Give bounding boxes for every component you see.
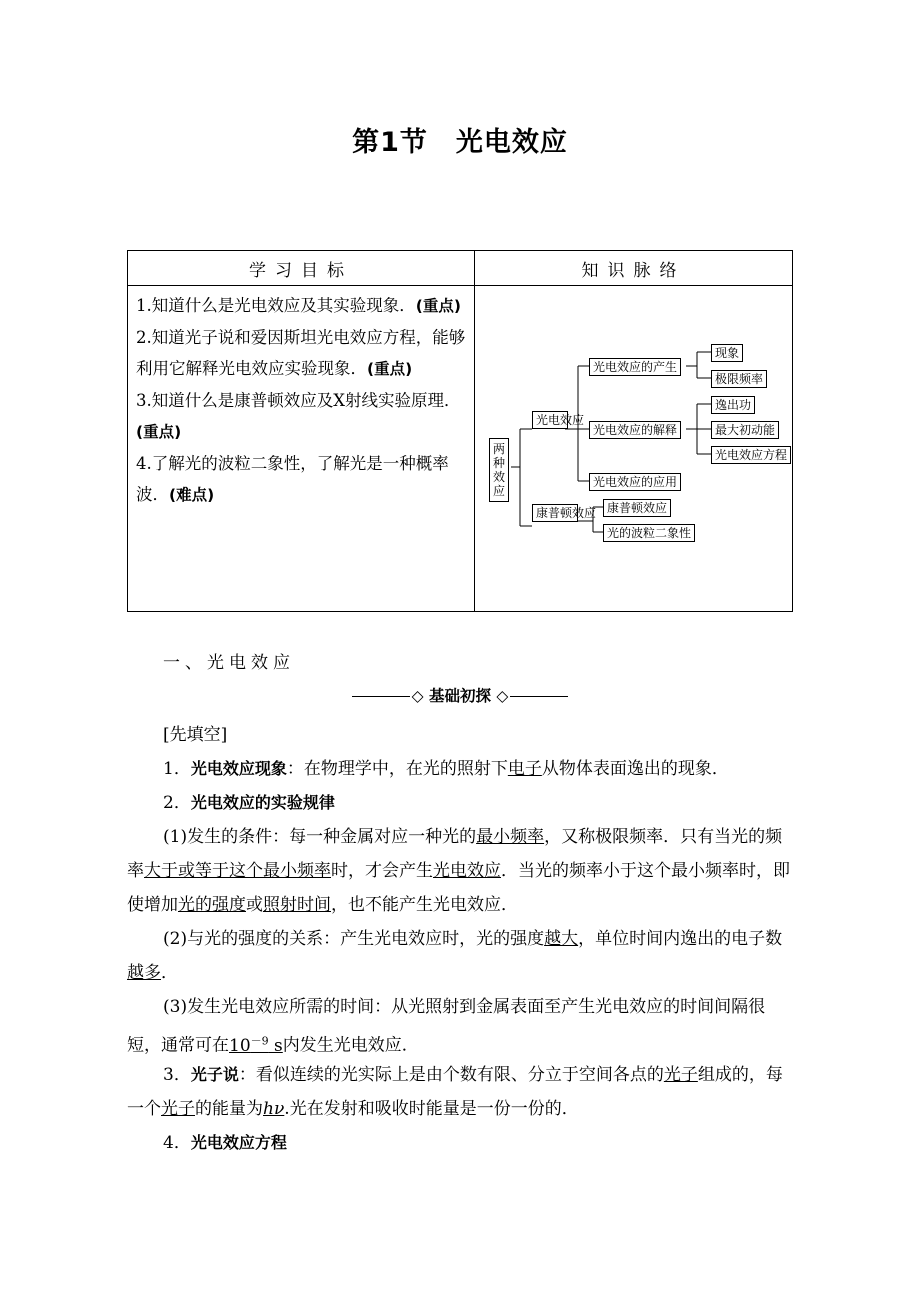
map-node-produce: 光电效应的产生 bbox=[589, 358, 681, 376]
item-1: 1．光电效应现象：在物理学中，在光的照射下电子从物体表面逸出的现象． bbox=[163, 759, 729, 779]
map-header: 知识脉络 bbox=[475, 251, 793, 286]
rule-1: (1)发生的条件：每一种金属对应一种光的最小频率，又称极限频率．只有当光的频率大于或等于这个最小频率时，才会产生光电效应．当光的频率小于这个最小频率时，即使增加光的强度或照射时间，也不能产生光电效应． bbox=[127, 827, 790, 915]
item-4: 4．光电效应方程 bbox=[163, 1133, 287, 1153]
objectives-table bbox=[127, 250, 793, 612]
banner-text: 基础初探 bbox=[428, 687, 491, 705]
goal-item: 4.了解光的波粒二象性，了解光是一种概率波．(难点) bbox=[136, 454, 449, 504]
map-node-phenomenon: 现象 bbox=[711, 344, 743, 362]
map-node-photo: 光电效应 bbox=[532, 411, 568, 429]
rule-3: (3)发生光电效应所需的时间：从光照射到金属表面至产生光电效应的时间间隔很短，通常可在$10^{-9}$ s内发生光电效应． bbox=[127, 997, 766, 1056]
map-node-max-ke: 最大初动能 bbox=[711, 421, 779, 439]
fill-label: [先填空] bbox=[163, 725, 228, 745]
goals-header: 学习目标 bbox=[128, 251, 475, 286]
goal-item: 3.知道什么是康普顿效应及X射线实验原理．(重点) bbox=[136, 391, 461, 441]
map-node-explain: 光电效应的解释 bbox=[589, 421, 681, 439]
map-node-duality: 光的波粒二象性 bbox=[603, 524, 695, 542]
page-title bbox=[0, 120, 920, 159]
map-node-root: 两种效应 bbox=[489, 438, 509, 502]
knowledge-map bbox=[475, 286, 793, 612]
map-node-limit-frequency: 极限频率 bbox=[711, 370, 767, 388]
item-2: 2．光电效应的实验规律 bbox=[163, 793, 335, 813]
map-node-compton: 康普顿效应 bbox=[532, 504, 578, 522]
goal-item: 2.知道光子说和爱因斯坦光电效应方程，能够利用它解释光电效应实验现象．(重点) bbox=[136, 328, 466, 378]
map-node-equation: 光电效应方程 bbox=[711, 446, 791, 464]
goals-cell bbox=[128, 286, 475, 612]
section-title: 光电效应 bbox=[455, 127, 568, 158]
map-node-work-function: 逸出功 bbox=[711, 396, 755, 414]
section-number: 第1节 bbox=[352, 127, 428, 158]
map-node-compton-effect: 康普顿效应 bbox=[603, 499, 671, 517]
map-node-apply: 光电效应的应用 bbox=[589, 473, 681, 491]
section-heading: 一、光电效应 bbox=[163, 653, 295, 673]
goal-item: 1.知道什么是光电效应及其实验现象．(重点) bbox=[136, 296, 461, 315]
rule-2: (2)与光的强度的关系：产生光电效应时，光的强度越大，单位时间内逸出的电子数越多． bbox=[127, 929, 783, 983]
item-3: 3．光子说：看似连续的光实际上是由个数有限、分立于空间各点的光子组成的，每一个光子的能量为hν.光在发射和吸收时能量是一份一份的． bbox=[127, 1065, 783, 1119]
banner: ◇ 基础初探 ◇ bbox=[0, 684, 920, 706]
time-value: $10^{-9}$ s bbox=[229, 1034, 283, 1056]
